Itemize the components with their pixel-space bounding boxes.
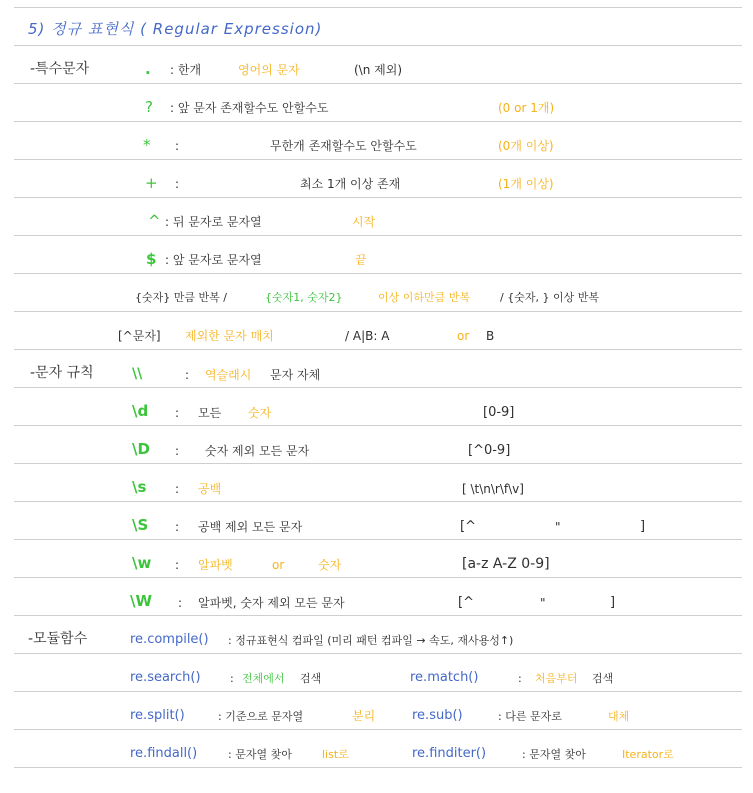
dollar-symbol: $ bbox=[146, 250, 157, 268]
func-split-desc: : 기준으로 문자열 bbox=[218, 710, 304, 723]
rule-space-colon: : bbox=[175, 482, 180, 496]
negation-or: or bbox=[457, 329, 470, 343]
func-finditer-highlight: Iterator로 bbox=[622, 748, 674, 761]
func-finditer-name: re.finditer() bbox=[412, 746, 487, 761]
plus-range: (1개 이상) bbox=[498, 177, 554, 191]
repeat-part3: 이상 이하만큼 반복 bbox=[378, 291, 471, 304]
func-finditer-desc: : 문자열 찾아 bbox=[522, 748, 586, 761]
rule-nonspace-desc: 공백 제외 모든 문자 bbox=[198, 520, 303, 534]
question-range: (0 or 1개) bbox=[498, 101, 555, 115]
func-sub-name: re.sub() bbox=[412, 708, 463, 723]
page-title: 5) 정규 표현식 ( Regular Expression) bbox=[28, 20, 323, 38]
rule-nonword-code: \W bbox=[130, 592, 153, 610]
plus-symbol: + bbox=[145, 174, 158, 192]
caret-desc: : 뒤 문자로 문자열 bbox=[165, 215, 262, 229]
rule-backslash-colon: : bbox=[185, 368, 190, 382]
rule-nonword-class-open: [^ bbox=[458, 595, 474, 610]
rule-nonspace-colon: : bbox=[175, 520, 180, 534]
func-match-colon: : bbox=[518, 672, 522, 685]
rule-word-highlight2: 숫자 bbox=[318, 558, 342, 572]
func-match-desc: 검색 bbox=[592, 672, 614, 685]
rule-nondigit-code: \D bbox=[132, 440, 150, 458]
plus-desc: : bbox=[175, 177, 180, 191]
rule-digit-code: \d bbox=[132, 402, 149, 420]
rule-nonspace-code: \S bbox=[132, 516, 149, 534]
func-search-name: re.search() bbox=[130, 670, 201, 685]
rule-word-class: [a-z A-Z 0-9] bbox=[462, 556, 550, 572]
star-range: (0개 이상) bbox=[498, 139, 554, 153]
rule-nonword-colon: : bbox=[178, 596, 183, 610]
rule-digit-colon: : bbox=[175, 406, 180, 420]
rule-nondigit-class: [^0-9] bbox=[468, 443, 511, 458]
func-search-colon: : bbox=[230, 672, 234, 685]
rule-digit-class: [0-9] bbox=[483, 405, 515, 420]
func-sub-desc: : 다른 문자로 bbox=[498, 710, 562, 723]
question-desc: : 앞 문자 존재할수도 안할수도 bbox=[170, 101, 329, 115]
func-findall-highlight: list로 bbox=[322, 748, 349, 761]
rule-backslash-code: \\ bbox=[132, 366, 143, 382]
dollar-highlight: 끝 bbox=[355, 253, 367, 267]
negation-part2: 제외한 문자 매치 bbox=[185, 329, 274, 343]
negation-part1: [^문자] bbox=[118, 329, 161, 343]
func-split-name: re.split() bbox=[130, 708, 185, 723]
rule-nondigit-colon: : bbox=[175, 444, 180, 458]
rule-digit-highlight: 숫자 bbox=[248, 406, 272, 420]
rule-nondigit-desc: 숫자 제외 모든 문자 bbox=[205, 444, 310, 458]
func-match-highlight: 처음부터 bbox=[535, 672, 578, 685]
rule-nonword-class-ditto: " bbox=[540, 596, 546, 610]
rule-backslash-desc: 문자 자체 bbox=[270, 368, 321, 382]
func-search-desc: 검색 bbox=[300, 672, 322, 685]
func-split-highlight: 분리 bbox=[352, 709, 376, 723]
dollar-desc: : 앞 문자로 문자열 bbox=[165, 253, 262, 267]
repeat-part1: {숫자} 만큼 반복 / bbox=[135, 291, 227, 304]
section-char-rules-label: -문자 규칙 bbox=[30, 365, 94, 381]
func-match-name: re.match() bbox=[410, 670, 479, 685]
rule-backslash-highlight: 역슬래시 bbox=[205, 368, 252, 382]
caret-symbol: ^ bbox=[148, 212, 161, 230]
rule-nonspace-class-ditto: " bbox=[555, 520, 561, 534]
rule-word-code: \w bbox=[132, 554, 152, 572]
star-symbol: * bbox=[143, 136, 151, 154]
rule-space-code: \s bbox=[132, 478, 147, 496]
dot-highlight: 영어의 문자 bbox=[238, 63, 300, 77]
rule-word-highlight: 알파벳 bbox=[198, 558, 233, 572]
section-special-chars-label: -특수문자 bbox=[30, 61, 90, 77]
plus-desc2: 최소 1개 이상 존재 bbox=[300, 177, 401, 191]
negation-part5: B bbox=[486, 329, 495, 343]
rule-nonword-desc: 알파벳, 숫자 제외 모든 문자 bbox=[198, 596, 345, 610]
rule-word-or: or bbox=[272, 558, 285, 572]
func-compile-name: re.compile() bbox=[130, 632, 209, 647]
dot-desc: : 한개 bbox=[170, 63, 202, 77]
caret-highlight: 시작 bbox=[352, 215, 376, 229]
section-module-funcs-label: -모듈함수 bbox=[28, 631, 88, 647]
star-desc: : bbox=[175, 139, 180, 153]
rule-digit-desc: 모든 bbox=[198, 406, 222, 420]
star-desc2: 무한개 존재할수도 안할수도 bbox=[270, 139, 417, 153]
rule-nonspace-class-open: [^ bbox=[460, 519, 476, 534]
rule-space-class: [ \t\n\r\f\v] bbox=[462, 482, 524, 496]
dot-symbol: . bbox=[145, 60, 151, 78]
func-compile-desc: : 정규표현식 컴파일 (미리 패턴 컴파일 → 속도, 재사용성↑) bbox=[228, 634, 514, 647]
func-sub-highlight: 대체 bbox=[608, 710, 630, 723]
negation-part3: / A|B: A bbox=[345, 329, 390, 343]
repeat-part2: {숫자1, 숫자2} bbox=[265, 291, 343, 304]
func-search-highlight: 전체에서 bbox=[242, 672, 285, 685]
func-findall-desc: : 문자열 찾아 bbox=[228, 748, 292, 761]
repeat-part4: / {숫자, } 이상 반복 bbox=[500, 291, 599, 304]
dot-extra: (\n 제외) bbox=[354, 63, 403, 77]
rule-nonspace-class-close: ] bbox=[640, 519, 646, 534]
rule-word-colon: : bbox=[175, 558, 180, 572]
func-findall-name: re.findall() bbox=[130, 746, 198, 761]
question-symbol: ? bbox=[145, 98, 153, 116]
rule-nonword-class-close: ] bbox=[610, 595, 616, 610]
rule-space-highlight: 공백 bbox=[198, 482, 222, 496]
